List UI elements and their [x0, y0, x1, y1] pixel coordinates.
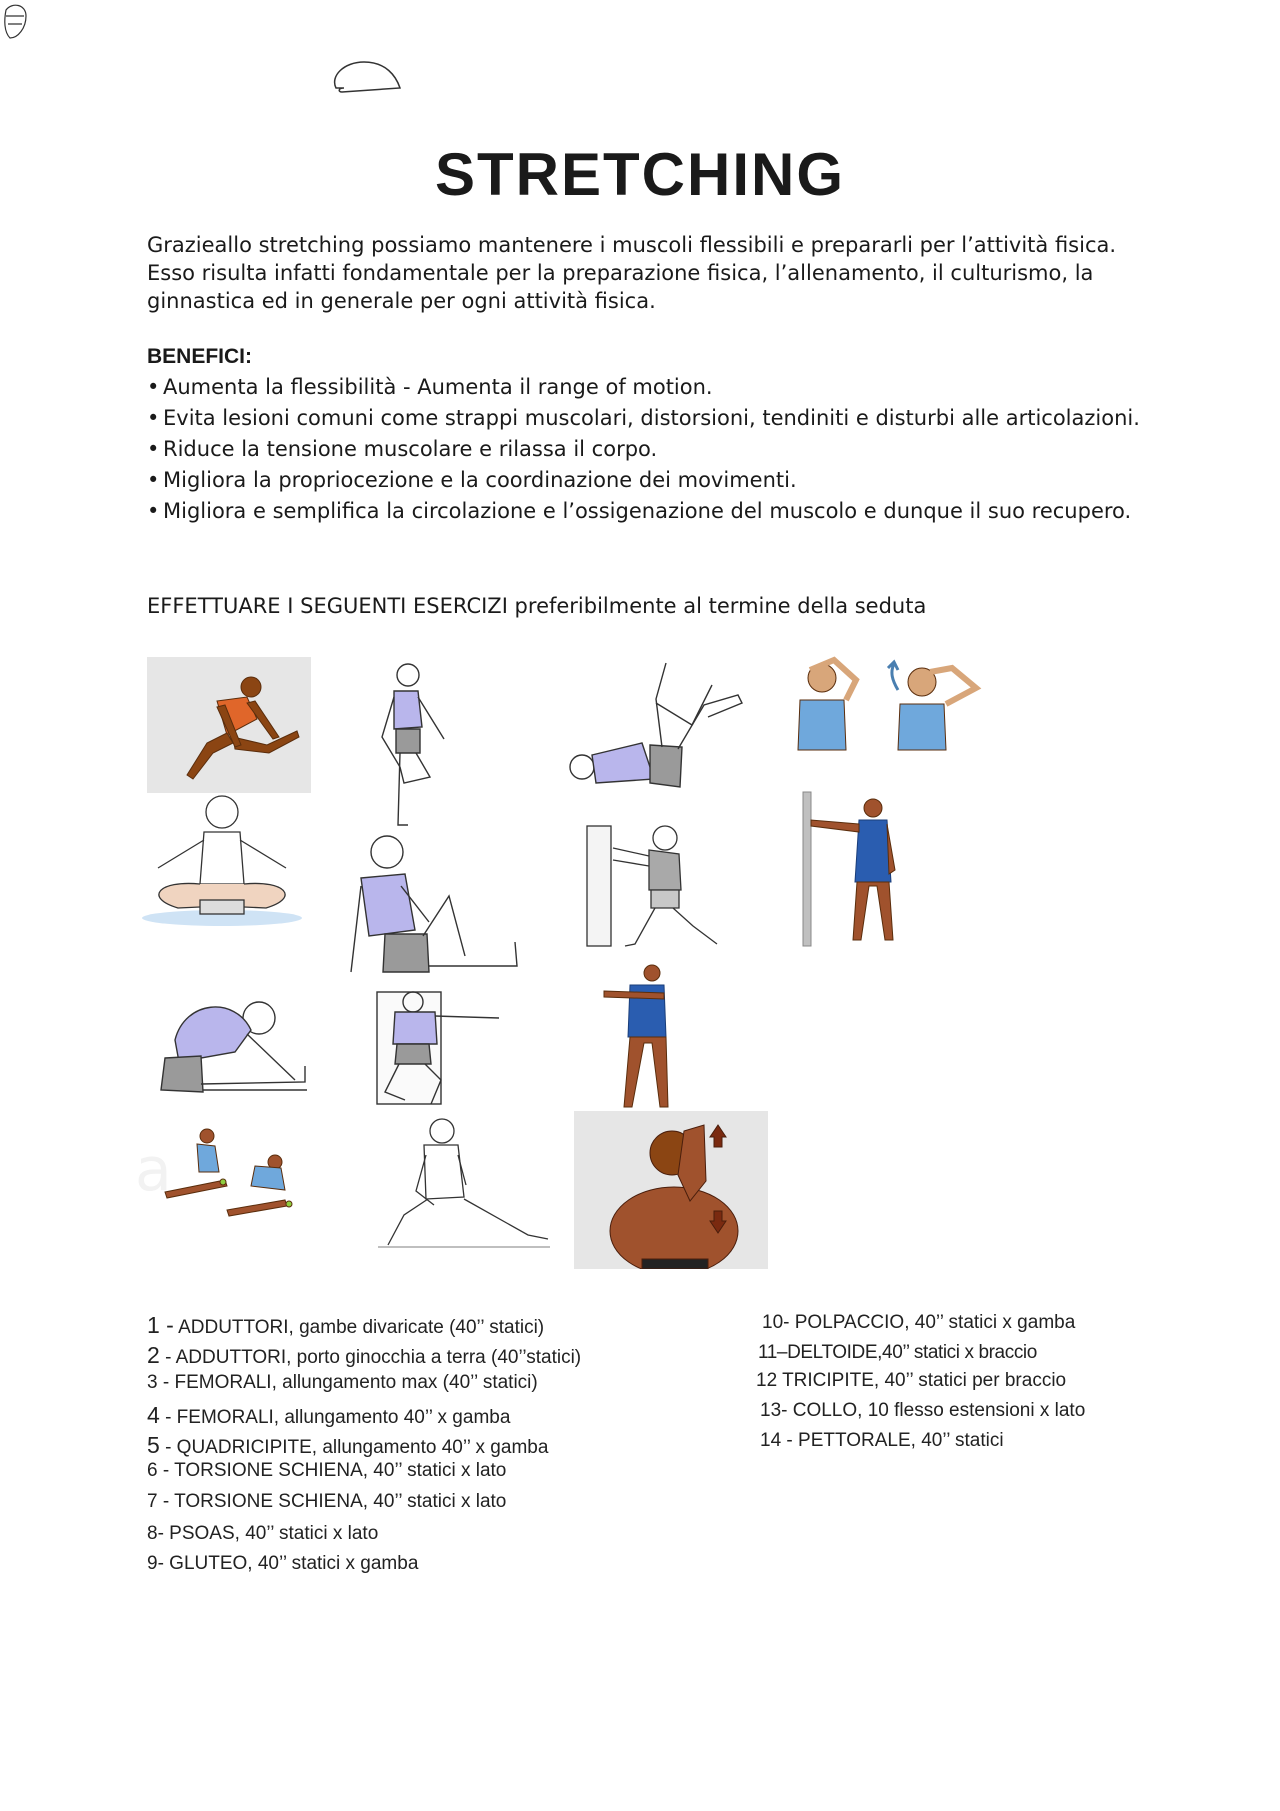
exercise-item-9: 9- GLUTEO, 40’’ statici x gamba	[147, 1553, 419, 1574]
kneeling-psoas-stretch-image	[378, 1115, 550, 1251]
neck-stretch-image	[780, 654, 988, 754]
supine-glute-stretch-image	[562, 655, 744, 797]
exercise-item-10: 10- POLPACCIO, 40’’ statici x gamba	[762, 1312, 1076, 1333]
exercise-item-2: 2 - ADDUTTORI, porto ginocchia a terra (40’’statici)	[147, 1342, 582, 1368]
exercise-item-6: 6 - TORSIONE SCHIENA, 40’’ statici x lato	[147, 1460, 507, 1481]
wall-calf-stretch-image	[585, 820, 735, 952]
exercise-item-8: 8- PSOAS, 40’’ statici x lato	[147, 1523, 379, 1544]
benefit-item: • Migliora la propriocezione e la coordinazione dei movimenti.	[147, 466, 1157, 494]
butterfly-stretch-image	[138, 788, 308, 930]
exercise-item-14: 14 - PETTORALE, 40’’ statici	[760, 1430, 1004, 1451]
exercise-item-1: 1 - ADDUTTORI, gambe divaricate (40’’ statici)	[147, 1312, 545, 1338]
seated-hamstring-stretch-image	[135, 1120, 315, 1220]
seated-spinal-twist-image	[345, 826, 521, 978]
svg-text:a: a	[135, 1135, 172, 1205]
benefit-item: • Evita lesioni comuni come strappi muscolari, distorsioni, tendiniti e disturbi alle articolazioni.	[147, 404, 1157, 432]
exercise-instructions: EFFETTUARE I SEGUENTI ESERCIZI preferibilmente al termine della seduta	[147, 594, 927, 618]
benefit-item: • Migliora e semplifica la circolazione e l’ossigenazione del muscolo e dunque il suo recupero.	[147, 497, 1157, 525]
intro-paragraph: Grazieallo stretching possiamo mantenere i muscoli flessibili e prepararli per l’attività fisica. Esso risulta infatti fondamentale per la preparazione fisica, l’allenamento, il culturismo, la ginnastica ed in generale per ogni attività fisica.	[147, 233, 1117, 313]
standing-quad-stretch-image	[360, 657, 450, 829]
pole-chest-stretch-image	[795, 790, 915, 948]
benefits-list	[147, 373, 1157, 528]
exercise-item-5: 5 - QUADRICIPITE, allungamento 40’’ x gamba	[147, 1432, 549, 1458]
head-sketch-icon	[2, 2, 30, 42]
exercise-item-7: 7 - TORSIONE SCHIENA, 40’’ statici x lato	[147, 1491, 507, 1512]
exercise-item-3: 3 - FEMORALI, allungamento max (40’’ statici)	[147, 1372, 538, 1393]
overhead-triceps-stretch-image	[574, 1111, 768, 1269]
benefits-heading: BENEFICI:	[147, 345, 252, 368]
page-title: STRETCHING	[435, 141, 845, 208]
exercise-item-12: 12 TRICIPITE, 40’’ statici per braccio	[756, 1370, 1067, 1391]
exercise-item-13: 13- COLLO, 10 flesso estensioni x lato	[760, 1400, 1086, 1421]
hurdler-stretch-image	[147, 657, 311, 793]
cross-arm-deltoid-stretch-image	[600, 963, 682, 1111]
benefit-item: • Riduce la tensione muscolare e rilassa il corpo.	[147, 435, 1157, 463]
benefit-item: • Aumenta la flessibilità - Aumenta il range of motion.	[147, 373, 1157, 401]
exercise-item-4: 4 - FEMORALI, allungamento 40’’ x gamba	[147, 1402, 511, 1428]
exercise-item-11: 11–DELTOIDE,40’’ statici x braccio	[758, 1342, 1037, 1363]
lying-spinal-twist-image	[375, 988, 503, 1108]
seated-forward-bend-image	[155, 990, 315, 1100]
cap-sketch-icon	[330, 58, 404, 100]
